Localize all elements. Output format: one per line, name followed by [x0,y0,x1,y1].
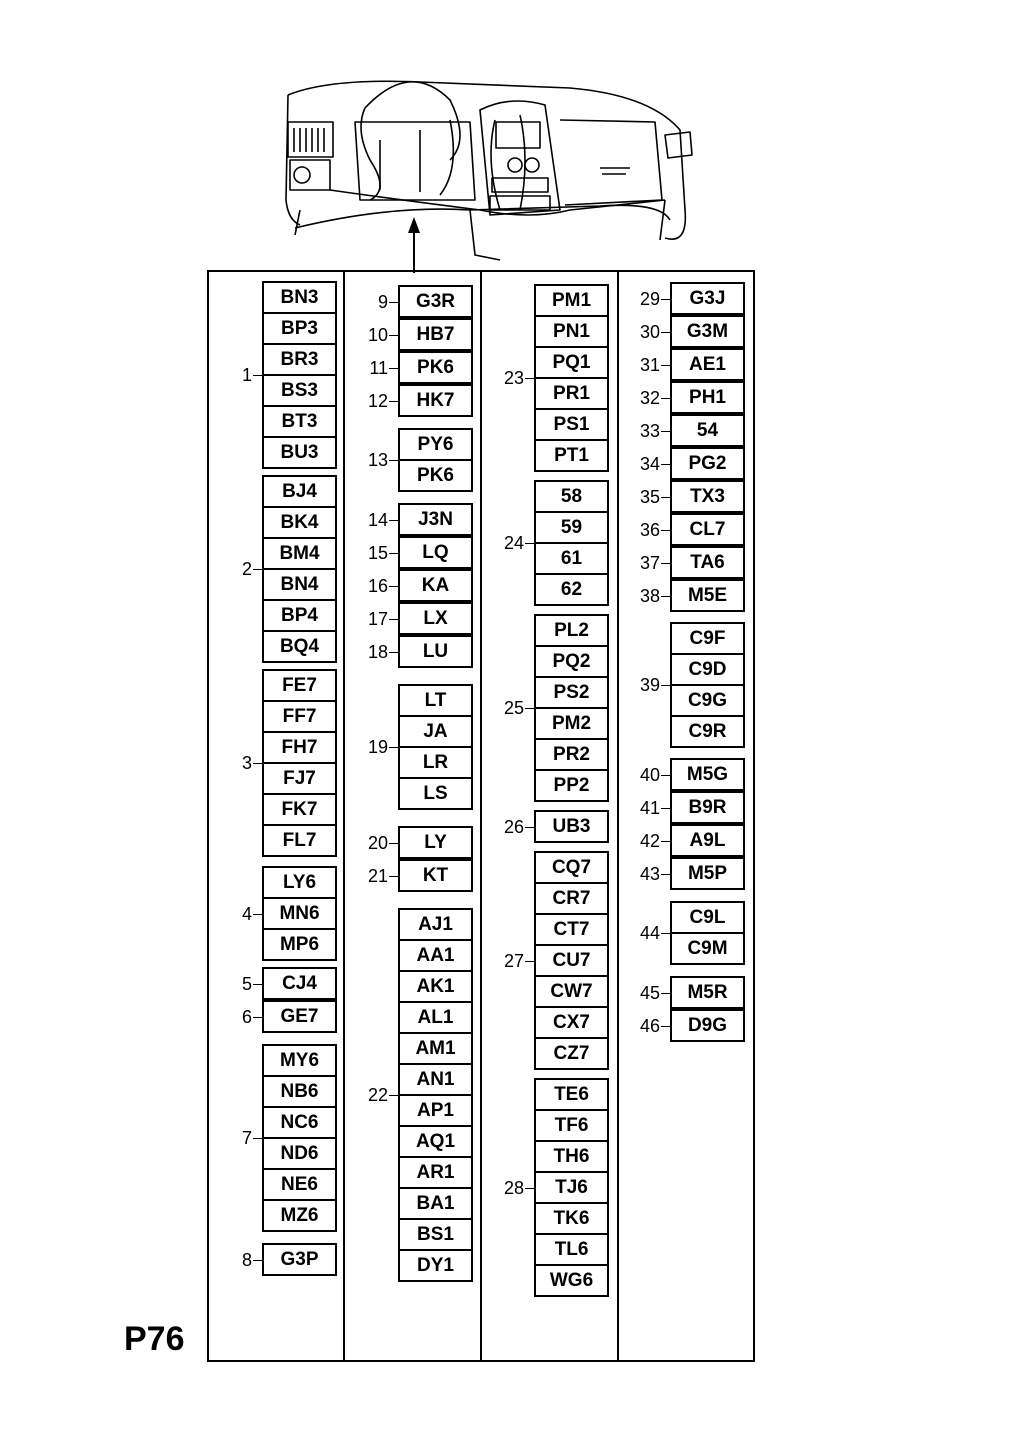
connector-code-box: PN1 [534,315,609,348]
connector-code-box: WG6 [534,1264,609,1297]
connector-code-box: TL6 [534,1233,609,1266]
leader-line [389,619,398,620]
connector-code-box: UB3 [534,810,609,843]
connector-code-box: 58 [534,480,609,513]
leader-line [389,876,398,877]
leader-line [661,993,670,994]
connector-code-box: B9R [670,791,745,824]
connector-code-box: PG2 [670,447,745,480]
connector-code-box: BJ4 [262,475,337,508]
group-number: 18 [367,641,388,662]
group-number: 43 [639,863,660,884]
connector-code-box: AJ1 [398,908,473,941]
group-number: 9 [377,291,388,312]
connector-code-box: FK7 [262,793,337,826]
group-number: 6 [241,1006,252,1027]
connector-code-box: TJ6 [534,1171,609,1204]
connector-code-box: BP3 [262,312,337,345]
connector-code-box: CR7 [534,882,609,915]
group-number: 16 [367,575,388,596]
leader-line [525,827,534,828]
connector-code-box: PS1 [534,408,609,441]
group-number: 5 [241,973,252,994]
connector-code-box: C9F [670,622,745,655]
leader-line [661,808,670,809]
leader-line [389,302,398,303]
connector-code-box: FJ7 [262,762,337,795]
connector-code-box: 54 [670,414,745,447]
leader-line [661,431,670,432]
connector-code-box: CW7 [534,975,609,1008]
leader-line [661,596,670,597]
connector-code-box: AK1 [398,970,473,1003]
group-number: 41 [639,797,660,818]
connector-code-box: KA [398,569,473,602]
connector-code-box: AP1 [398,1094,473,1127]
connector-code-box: PM1 [534,284,609,317]
leader-line [661,398,670,399]
leader-line [253,1260,262,1261]
group-number: 19 [367,737,388,757]
group-number: 27 [503,950,524,971]
connector-code-box: C9G [670,684,745,717]
connector-code-box: CX7 [534,1006,609,1039]
group-number: 4 [241,903,252,924]
leader-line [661,841,670,842]
leader-line [253,375,262,376]
connector-code-box: C9L [670,901,745,934]
leader-line [525,543,534,544]
group-number: 26 [503,816,524,837]
connector-code-box: BA1 [398,1187,473,1220]
leader-line [389,368,398,369]
leader-line [389,401,398,402]
group-number: 25 [503,698,524,718]
group-number: 36 [639,519,660,540]
leader-line [661,775,670,776]
connector-code-box: LY6 [262,866,337,899]
connector-code-box: TA6 [670,546,745,579]
connector-code-box: PP2 [534,769,609,802]
connector-code-box: NB6 [262,1075,337,1108]
group-number: 24 [503,533,524,553]
group-number: 45 [639,982,660,1003]
connector-code-box: AR1 [398,1156,473,1189]
group-number: 22 [367,1085,388,1105]
group-number: 13 [367,450,388,470]
connector-code-box: FL7 [262,824,337,857]
connector-code-box: MZ6 [262,1199,337,1232]
connector-code-box: TK6 [534,1202,609,1235]
group-number: 15 [367,542,388,563]
connector-code-box: PT1 [534,439,609,472]
leader-line [525,378,534,379]
connector-code-box: G3J [670,282,745,315]
leader-line [525,961,534,962]
group-number: 44 [639,923,660,943]
connector-code-box: TE6 [534,1078,609,1111]
connector-code-box: C9R [670,715,745,748]
group-number: 23 [503,368,524,388]
connector-code-box: FF7 [262,700,337,733]
group-number: 1 [241,365,252,385]
connector-code-box: CQ7 [534,851,609,884]
connector-code-box: LU [398,635,473,668]
connector-code-box: C9D [670,653,745,686]
connector-code-box: G3M [670,315,745,348]
connector-code-box: PY6 [398,428,473,461]
connector-code-box: PR2 [534,738,609,771]
connector-code-box: M5E [670,579,745,612]
connector-code-box: PK6 [398,351,473,384]
connector-code-box: TH6 [534,1140,609,1173]
connector-code-box: GE7 [262,1000,337,1033]
group-number: 40 [639,764,660,785]
connector-code-box: MP6 [262,928,337,961]
leader-line [389,843,398,844]
leader-line [661,497,670,498]
leader-line [389,335,398,336]
connector-code-box: M5G [670,758,745,791]
connector-code-box: AQ1 [398,1125,473,1158]
leader-line [389,1095,398,1096]
leader-line [661,874,670,875]
connector-code-box: AM1 [398,1032,473,1065]
leader-line [389,520,398,521]
connector-code-box: PL2 [534,614,609,647]
connector-code-box: BN3 [262,281,337,314]
leader-line [389,460,398,461]
connector-code-box: JA [398,715,473,748]
leader-line [253,763,262,764]
leader-line [525,1188,534,1189]
connector-code-box: CL7 [670,513,745,546]
connector-code-box: M5R [670,976,745,1009]
connector-code-box: BM4 [262,537,337,570]
connector-code-box: C9M [670,932,745,965]
group-number: 39 [639,675,660,695]
group-number: 29 [639,288,660,309]
connector-code-box: NC6 [262,1106,337,1139]
connector-code-box: LQ [398,536,473,569]
connector-code-box: 59 [534,511,609,544]
column-divider [480,270,482,1362]
connector-code-box: ND6 [262,1137,337,1170]
group-number: 34 [639,453,660,474]
leader-line [661,464,670,465]
connector-code-box: AE1 [670,348,745,381]
group-number: 42 [639,830,660,851]
connector-code-box: BP4 [262,599,337,632]
leader-line [253,914,262,915]
location-arrow [400,215,430,275]
connector-code-box: CJ4 [262,967,337,1000]
connector-code-box: PS2 [534,676,609,709]
connector-code-box: DY1 [398,1249,473,1282]
connector-code-box: LR [398,746,473,779]
leader-line [661,365,670,366]
group-number: 11 [369,357,388,378]
connector-code-box: PQ2 [534,645,609,678]
connector-code-box: CT7 [534,913,609,946]
group-number: 12 [367,390,388,411]
connector-code-box: D9G [670,1009,745,1042]
leader-line [661,685,670,686]
group-number: 17 [367,608,388,629]
connector-code-box: BS3 [262,374,337,407]
column-divider [343,270,345,1362]
connector-code-box: PH1 [670,381,745,414]
connector-code-box: HB7 [398,318,473,351]
connector-code-box: PM2 [534,707,609,740]
leader-line [253,1138,262,1139]
page-label: P76 [124,1320,185,1358]
connector-code-box: MY6 [262,1044,337,1077]
connector-code-box: LS [398,777,473,810]
column-divider [617,270,619,1362]
group-number: 3 [241,753,252,773]
leader-line [389,747,398,748]
leader-line [253,984,262,985]
connector-code-box: NE6 [262,1168,337,1201]
connector-code-box: PQ1 [534,346,609,379]
connector-code-box: PR1 [534,377,609,410]
group-number: 35 [639,486,660,507]
connector-code-box: MN6 [262,897,337,930]
group-number: 31 [639,354,660,375]
group-number: 21 [367,865,388,886]
leader-line [525,708,534,709]
connector-code-box: LX [398,602,473,635]
connector-code-box: CZ7 [534,1037,609,1070]
group-number: 10 [367,324,388,345]
connector-code-box: M5P [670,857,745,890]
connector-code-box: BU3 [262,436,337,469]
connector-code-box: BT3 [262,405,337,438]
connector-code-box: LY [398,826,473,859]
group-number: 7 [241,1128,252,1148]
group-number: 38 [639,585,660,606]
connector-code-box: AN1 [398,1063,473,1096]
connector-code-box: A9L [670,824,745,857]
group-number: 8 [241,1249,252,1270]
group-number: 30 [639,321,660,342]
connector-code-box: FE7 [262,669,337,702]
leader-line [661,1026,670,1027]
connector-code-box: BN4 [262,568,337,601]
group-number: 33 [639,420,660,441]
group-number: 37 [639,552,660,573]
group-number: 2 [241,559,252,579]
group-number: 46 [639,1015,660,1036]
leader-line [389,652,398,653]
connector-code-box: 62 [534,573,609,606]
connector-code-box: HK7 [398,384,473,417]
connector-code-box: LT [398,684,473,717]
leader-line [661,563,670,564]
leader-line [389,586,398,587]
group-number: 20 [367,832,388,853]
connector-code-box: BK4 [262,506,337,539]
connector-code-box: BQ4 [262,630,337,663]
connector-code-box: AA1 [398,939,473,972]
group-number: 28 [503,1177,524,1198]
leader-line [661,299,670,300]
connector-code-box: TX3 [670,480,745,513]
leader-line [661,332,670,333]
connector-code-box: KT [398,859,473,892]
leader-line [389,553,398,554]
connector-code-box: BS1 [398,1218,473,1251]
connector-code-box: G3R [398,285,473,318]
connector-code-box: J3N [398,503,473,536]
group-number: 14 [367,509,388,530]
connector-code-box: G3P [262,1243,337,1276]
leader-line [253,569,262,570]
connector-code-box: FH7 [262,731,337,764]
dashboard-illustration [270,60,710,275]
leader-line [661,530,670,531]
leader-line [253,1017,262,1018]
connector-code-box: BR3 [262,343,337,376]
leader-line [661,933,670,934]
connector-code-box: PK6 [398,459,473,492]
connector-code-box: TF6 [534,1109,609,1142]
connector-code-box: CU7 [534,944,609,977]
connector-code-box: AL1 [398,1001,473,1034]
group-number: 32 [639,387,660,408]
connector-code-box: 61 [534,542,609,575]
